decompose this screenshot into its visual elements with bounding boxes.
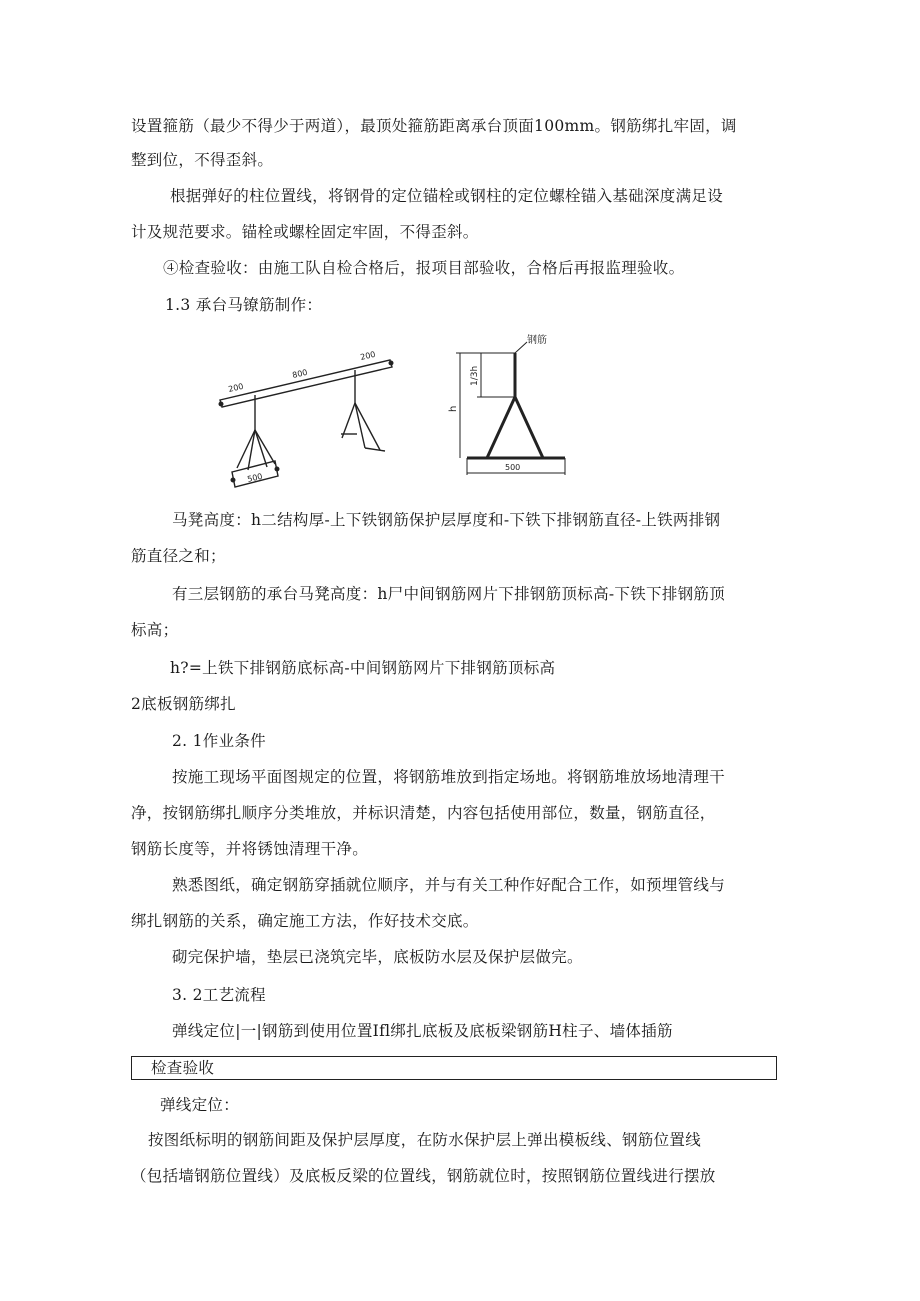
process-flow-box-label: 检查验收 bbox=[151, 1059, 215, 1077]
left-dim-200a: 200 bbox=[227, 381, 245, 394]
p7-line1: 按施工现场平面图规定的位置，将钢筋堆放到指定场地。将钢筋堆放场地清理干 bbox=[172, 768, 726, 786]
section-2-heading: 2底板钢筋绑扎 bbox=[131, 695, 236, 713]
p4-line2: 筋直径之和； bbox=[131, 547, 226, 565]
right-dim-h: h bbox=[448, 405, 459, 412]
p10-line: 弹线定位： bbox=[160, 1096, 240, 1114]
p2-line2: 计及规范要求。锚栓或螺栓固定牢固，不得歪斜。 bbox=[131, 223, 479, 241]
p7-line2: 净，按钢筋绑扎顺序分类堆放，并标识清楚，内容包括使用部位，数量，钢筋直径， bbox=[131, 804, 716, 822]
section-3-2-heading: 3. 2工艺流程 bbox=[172, 986, 266, 1004]
right-stool-drawing bbox=[456, 342, 565, 475]
p2-line1: 根据弹好的柱位置线，将钢骨的定位锚栓或钢柱的定位螺栓锚入基础深度满足设 bbox=[170, 187, 724, 205]
process-flow-box bbox=[131, 1056, 777, 1080]
section-1-3-heading: 1.3 承台马镣筋制作： bbox=[165, 296, 323, 314]
section-2-1-heading: 2. 1作业条件 bbox=[172, 732, 266, 750]
p5-line1: 有三层钢筋的承台马凳高度：h尸中间钢筋网片下排钢筋顶标高-下铁下排钢筋顶 bbox=[172, 585, 726, 603]
p9-line: 砌完保护墙，垫层已浇筑完毕，底板防水层及保护层做完。 bbox=[172, 948, 583, 966]
left-stool-drawing bbox=[219, 360, 393, 487]
process-flow-line: 弹线定位|一|钢筋到使用位置Ifl绑扎底板及底板梁钢筋H柱子、墙体插筋 bbox=[172, 1022, 673, 1040]
right-dim-500: 500 bbox=[505, 463, 521, 472]
left-dim-500: 500 bbox=[246, 471, 264, 484]
p8-line1: 熟悉图纸，确定钢筋穿插就位顺序，并与有关工种作好配合工作，如预埋管线与 bbox=[172, 876, 726, 894]
p7-line3: 钢筋长度等，并将锈蚀清理干净。 bbox=[131, 840, 369, 858]
p6-line: h?=上铁下排钢筋底标高-中间钢筋网片下排钢筋顶标高 bbox=[170, 659, 556, 677]
p11-line2: （包括墙钢筋位置线）及底板反梁的位置线，钢筋就位时，按照钢筋位置线进行摆放 bbox=[131, 1167, 716, 1185]
p4-line1: 马凳高度：h二结构厚-上下铁钢筋保护层厚度和-下铁下排钢筋直径-上铁两排钢 bbox=[172, 511, 721, 529]
right-label-rebar: 钢筋 bbox=[527, 335, 547, 346]
p3-line: ④检查验收：由施工队自检合格后，报项目部验收，合格后再报监理验收。 bbox=[163, 259, 685, 277]
stool-rebar-figure bbox=[215, 330, 575, 500]
left-dim-200b: 200 bbox=[359, 349, 377, 362]
right-dim-third: 1/3h bbox=[470, 365, 480, 386]
left-dim-800: 800 bbox=[291, 367, 309, 380]
p8-line2: 绑扎钢筋的关系，确定施工方法，作好技术交底。 bbox=[131, 912, 479, 930]
p5-line2: 标高； bbox=[131, 621, 179, 639]
p11-line1: 按图纸标明的钢筋间距及保护层厚度，在防水保护层上弹出模板线、钢筋位置线 bbox=[148, 1131, 702, 1149]
p1-line1: 设置箍筋（最少不得少于两道），最顶处箍筋距离承台顶面100mm。钢筋绑扎牢固，调 bbox=[131, 117, 737, 135]
p1-line2: 整到位，不得歪斜。 bbox=[131, 151, 274, 169]
